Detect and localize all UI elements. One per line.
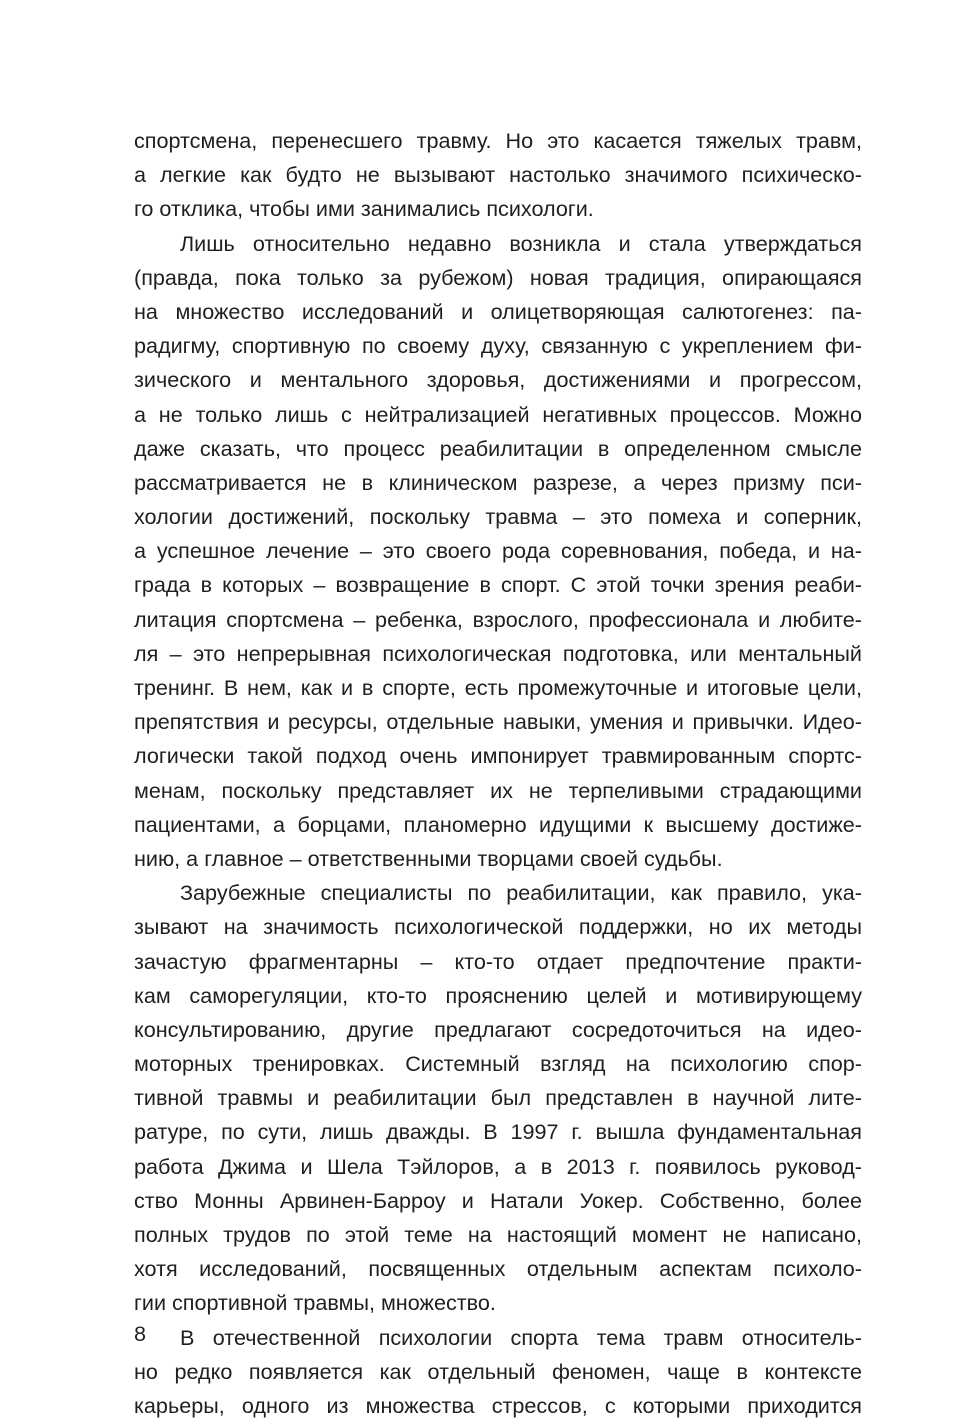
page-body xyxy=(134,124,862,1423)
text-line: Зарубежные специалисты по реабилитации, как правило, ука- xyxy=(180,880,862,906)
text-line: моторных тренировках. Системный взгляд на психологию спор- xyxy=(134,1051,862,1077)
text-line: Лишь относительно недавно возникла и стала утверждаться xyxy=(180,230,862,256)
text-line: а легкие как будто не вызывают настолько значимого психическо- xyxy=(134,162,862,188)
text-line: литация спортсмена – ребенка, взрослого, профессионала и любите- xyxy=(134,606,862,632)
text-line: полных трудов по этой теме на настоящий момент не написано, xyxy=(134,1222,862,1247)
text-line: нию, а главное – ответственными творцами своей судьбы. xyxy=(134,845,723,871)
text-line: пациентами, а борцами, планомерно идущими к высшему достиже- xyxy=(134,811,862,837)
text-line: но редко появляется как отдельный феномен, чаще в контексте xyxy=(134,1358,862,1384)
text-line: карьеры, одного из множества стрессов, с которыми приходится xyxy=(134,1392,862,1418)
text-line: менам, поскольку представляет их не терпеливыми страдающими xyxy=(134,777,862,803)
text-line: препятствия и ресурсы, отдельные навыки, умения и привычки. Идео- xyxy=(134,709,862,735)
text-line: (правда, пока только за рубежом) новая традиция, опирающаяся xyxy=(134,264,862,290)
text-line: тренинг. В нем, как и в спорте, есть промежуточные и итоговые цели, xyxy=(134,675,862,700)
text-line: логически такой подход очень импонирует травмированным спортс- xyxy=(134,743,862,769)
page-number: 8 xyxy=(134,1321,147,1346)
text-line: града в которых – возвращение в спорт. С этой точки зрения реаби- xyxy=(134,572,862,598)
text-line: ство Монны Арвинен-Барроу и Натали Уокер. Собственно, более xyxy=(134,1187,862,1213)
text-line: даже сказать, что процесс реабилитации в определенном смысле xyxy=(134,435,862,461)
text-line: работа Джима и Шела Тэйлоров, а в 2013 г. появилось руковод- xyxy=(134,1153,862,1179)
text-line: радигму, спортивную по своему духу, связанную с укреплением фи- xyxy=(134,333,862,359)
text-line: консультированию, другие предлагают сосредоточиться на идео- xyxy=(134,1016,862,1042)
text-line: зачастую фрагментарны – кто-то отдает предпочтение практи- xyxy=(134,948,862,974)
text-line: ратуре, по сути, лишь дважды. В 1997 г. вышла фундаментальная xyxy=(134,1119,862,1145)
text-line: на множество исследований и олицетворяющая салютогенез: па- xyxy=(134,298,862,324)
text-line: рассматривается не в клиническом разрезе, а через призму пси- xyxy=(134,469,862,495)
text-line: зывают на значимость психологической поддержки, но их методы xyxy=(134,914,862,940)
text-line: а не только лишь с нейтрализацией негативных процессов. Можно xyxy=(134,401,862,427)
text-line: спортсмена, перенесшего травму. Но это касается тяжелых травм, xyxy=(134,128,862,153)
text-line: зического и ментального здоровья, достижениями и прогрессом, xyxy=(134,367,862,393)
text-line: хологии достижений, поскольку травма – это помеха и соперник, xyxy=(134,504,862,530)
text-line: тивной травмы и реабилитации был представлен в научной лите- xyxy=(134,1085,862,1111)
text-line: кам саморегуляции, кто-то прояснению целей и мотивирующему xyxy=(134,982,862,1008)
text-line: ля – это непрерывная психологическая подготовка, или ментальный xyxy=(134,640,862,666)
text-line: В отечественной психологии спорта тема травм относитель- xyxy=(180,1324,862,1350)
text-line: хотя исследований, посвященных отдельным аспектам психоло- xyxy=(134,1256,862,1282)
text-line: гии спортивной травмы, множество. xyxy=(134,1290,496,1316)
text-line: го отклика, чтобы ими занимались психологи. xyxy=(134,196,594,222)
text-line: а успешное лечение – это своего рода соревнования, победа, и на- xyxy=(134,538,862,564)
